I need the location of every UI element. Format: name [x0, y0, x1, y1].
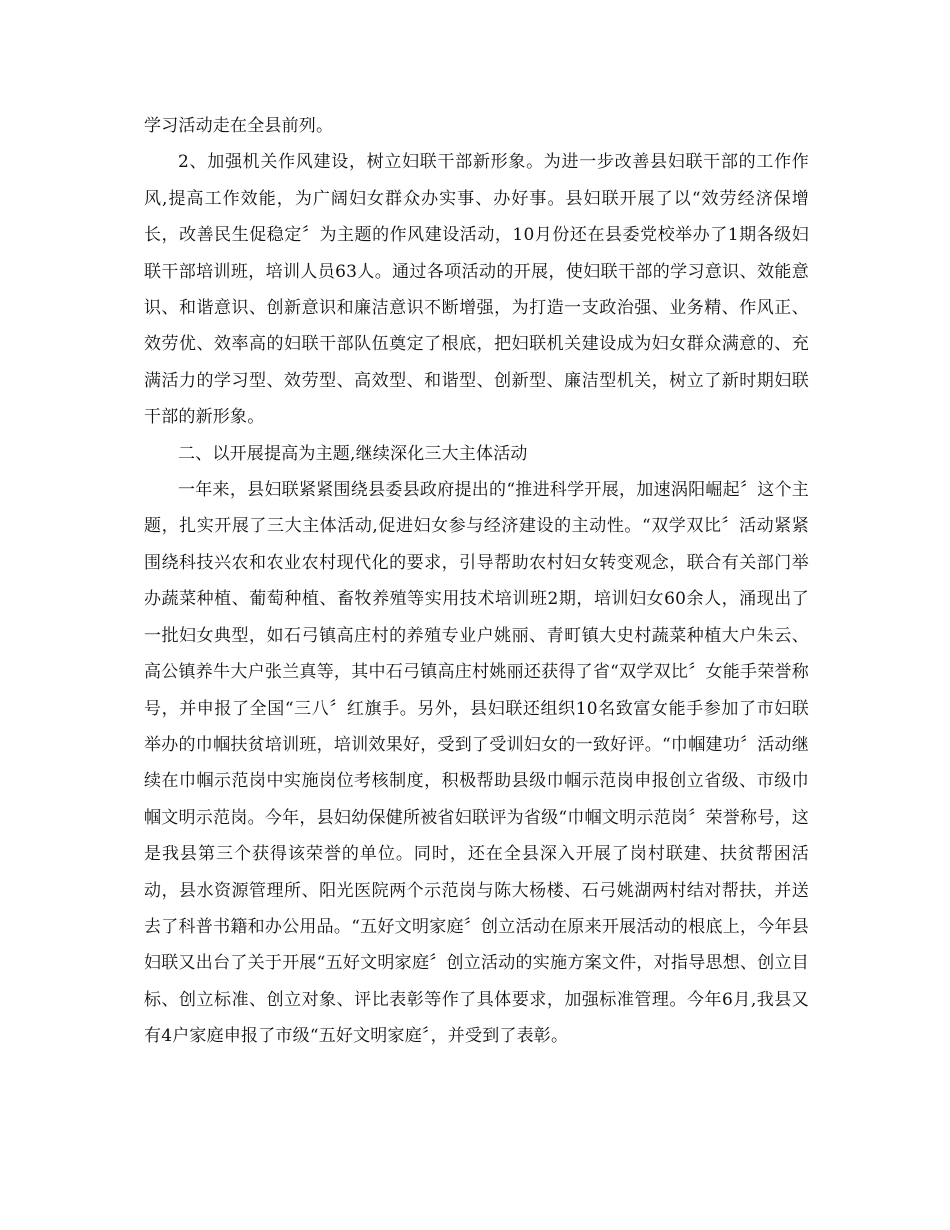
paragraph-continuation: 学习活动走在全县前列。 [144, 116, 334, 136]
paragraph-work-style: 2、加强机关作风建设，树立妇联干部新形象。为进一步改善县妇联干部的工作作风,提高工作效能，为广阔妇女群众办实事、办好事。县妇联开展了以“效劳经济保增长，改善民生促稳定〞为主题的作风建设活动，10月份还在县委党校举办了1期各级妇联干部培训班，培训人员63人。通过各项活动的开展，使妇联干部的学习意识、效能意识、和谐意识、创新意识和廉洁意识不断增强，为打造一支政治强、业务精、作风正、效劳优、效率高的妇联干部队伍奠定了根底，把妇联机关建设成为妇女群众满意的、充满活力的学习型、效劳型、高效型、和谐型、创新型、廉洁型机关，树立了新时期妇联干部的新形象。 [144, 152, 809, 428]
section-heading: 二、以开展提高为主题,继续深化三大主体活动 [178, 443, 528, 464]
paragraph-main-activities: 一年来，县妇联紧紧围绕县委县政府提出的“推进科学开展，加速涡阳崛起〞这个主题，扎实开展了三大主体活动,促进妇女参与经济建设的主动性。“双学双比〞活动紧紧围绕科技兴农和农业农村现代化的要求，引导帮助农村妇女转变观念，联合有关部门举办蔬菜种植、葡萄种植、畜牧养殖等实用技术培训班2期，培训妇女60余人，涌现出了一批妇女典型，如石弓镇高庄村的养殖专业户姚丽、青町镇大史村蔬菜种植大户朱云、高公镇养牛大户张兰真等，其中石弓镇高庄村姚丽还获得了省“双学双比〞女能手荣誉称号，并申报了全国“三八〞红旗手。另外，县妇联还组织10名致富女能手参加了市妇联举办的巾帼扶贫培训班，培训效果好，受到了受训妇女的一致好评。“巾帼建功〞活动继续在巾帼示范岗中实施岗位考核制度，积极帮助县级巾帼示范岗申报创立省级、市级巾帼文明示范岗。今年，县妇幼保健所被省妇联评为省级“巾帼文明示范岗〞荣誉称号，这是我县第三个获得该荣誉的单位。同时，还在全县深入开展了岗村联建、扶贫帮困活动，县水资源管理所、阳光医院两个示范岗与陈大杨楼、石弓姚湖两村结对帮扶，并送去了科普书籍和办公用品。“五好文明家庭〞创立活动在原来开展活动的根底上，今年县妇联又出台了关于开展“五好文明家庭〞创立活动的实施方案文件，对指导思想、创立目标、创立标准、创立对象、评比表彰等作了具体要求，加强标准管理。今年6月,我县又有4户家庭申报了市级“五好文明家庭〞，并受到了表彰。 [144, 480, 809, 1047]
document-body [144, 108, 809, 1055]
